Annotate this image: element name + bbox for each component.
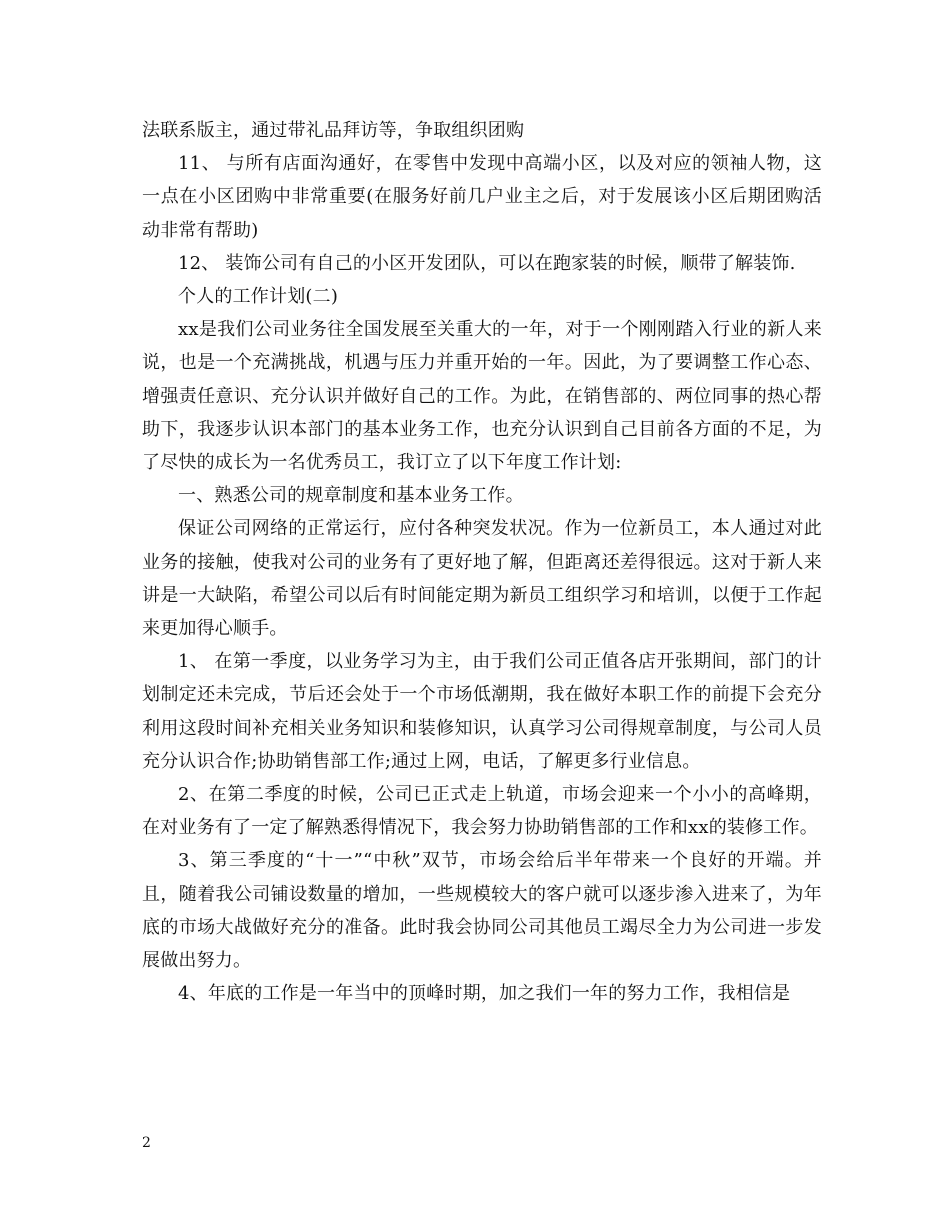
paragraph: 4、年底的工作是一年当中的顶峰时期，加之我们一年的努力工作，我相信是: [178, 983, 791, 1005]
page-number: 2: [142, 1135, 151, 1151]
document-body: [142, 114, 822, 1010]
paragraph: 3、第三季度的“十一”“中秋”双节，市场会给后半年带来一个良好的开端。并且，随着我公司铺设数量的增加，一些规模较大的客户就可以逐步渗入进来了，为年底的市场大战做好充分的准备。此时我会协同公司其他员工竭尽全力为公司进一步发展做出努力。: [142, 850, 822, 972]
subsection-heading: 一、熟悉公司的规章制度和基本业务工作。: [178, 485, 524, 507]
paragraph: 12、 装饰公司有自己的小区开发团队，可以在跑家装的时候，顺带了解装饰.: [178, 252, 796, 274]
section-heading: 个人的工作计划(二): [178, 286, 339, 308]
paragraph: 11、 与所有店面沟通好，在零售中发现中高端小区，以及对应的领袖人物，这一点在小区团购中非常重要(在服务好前几户业主之后，对于发展该小区后期团购活动非常有帮助): [142, 153, 822, 241]
paragraph: 2、在第二季度的时候，公司已正式走上轨道，市场会迎来一个小小的高峰期，在对业务有了一定了解熟悉得情况下，我会努力协助销售部的工作和xx的装修工作。: [142, 784, 822, 839]
paragraph: 法联系版主，通过带礼品拜访等，争取组织团购: [142, 120, 525, 141]
paragraph: 保证公司网络的正常运行，应付各种突发状况。作为一位新员工，本人通过对此业务的接触，使我对公司的业务有了更好地了解，但距离还差得很远。这对于新人来讲是一大缺陷，希望公司以后有时间能定期为新员工组织学习和培训，以便于工作起来更加得心顺手。: [142, 518, 822, 640]
paragraph: xx是我们公司业务往全国发展至关重大的一年，对于一个刚刚踏入行业的新人来说，也是一个充满挑战，机遇与压力并重开始的一年。因此，为了要调整工作心态、增强责任意识、充分认识并做好自己的工作。为此，在销售部的、两位同事的热心帮助下，我逐步认识本部门的基本业务工作，也充分认识到自己目前各方面的不足，为了尽快的成长为一名优秀员工，我订立了以下年度工作计划:: [142, 319, 822, 474]
paragraph: 1、 在第一季度，以业务学习为主，由于我们公司正值各店开张期间，部门的计划制定还未完成，节后还会处于一个市场低潮期，我在做好本职工作的前提下会充分利用这段时间补充相关业务知识和装修知识，认真学习公司得规章制度，与公司人员充分认识合作;协助销售部工作;通过上网，电话，了解更多行业信息。: [142, 651, 822, 772]
